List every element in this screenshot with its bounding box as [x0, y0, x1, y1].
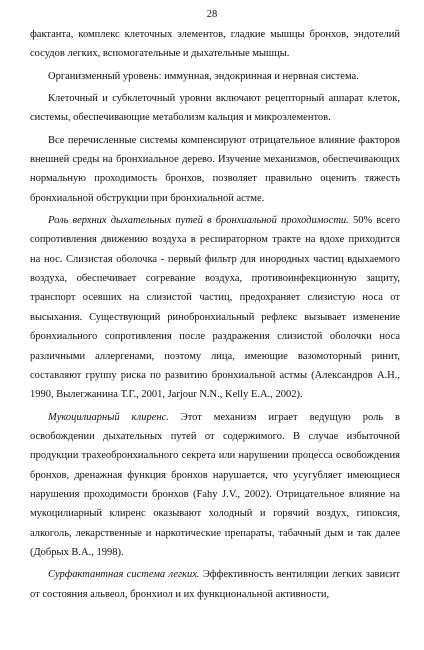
page-number: 28	[206, 9, 218, 20]
paragraph-text: 50% всего сопротивления движению воздуха в респираторном тракте на вдохе приходится на нос. Слизистая оболочка - первый фильтр для инородных частиц вдыхаемого воздуха, обеспечивает согревание воздуха, противоинфекционную защиту, транспорт осевших на слизистой частиц, предохраняет слизистую носа от высыхания. Существующий ринобронхиальный рефлекс вызывает изменение бронхиального сопротивления после раздражения слизистой оболочки носа различными аллергенами, поэтому лица, имеющие вазомоторный ринит, составляют группу риска по развитию бронхиальной астмы (Александров А.Н., 1990, Вылегжанина Т.Г., 2001, Jarjour N.N., Kelly E.A., 2002).	[30, 215, 400, 401]
document-body	[30, 25, 400, 604]
paragraph-continuation	[30, 25, 400, 64]
section-heading-surfactant-system: Сурфактантная система легких.	[48, 569, 200, 581]
paragraph-organism-level	[30, 67, 400, 86]
section-heading-mucociliary-clearance: Мукоцилиарный клиренс.	[48, 411, 169, 423]
paragraph-upper-airways	[30, 211, 400, 404]
section-heading-upper-airways: Роль верхних дыхательных путей в бронхиальной проходимости.	[48, 215, 349, 227]
paragraph-text: Клеточный и субклеточный уровни включают рецепторный аппарат клеток, системы, обеспечивающие метаболизм кальция и микроэлементов.	[30, 93, 400, 124]
paragraph-text: Все перечисленные системы компенсируют отрицательное влияние факторов внешней среды на бронхиальное дерево. Изучение механизмов, обеспечивающих нормальную проходимость бронхов, позволяет правильно оценить тяжесть бронхиальной обструкции при бронхиальной астме.	[30, 134, 400, 204]
paragraph-mucociliary-clearance	[30, 408, 400, 563]
paragraph-text: Эффективность вентиляции легких зависит от состояния альвеол, бронхиол и их функциональной активности,	[30, 569, 400, 600]
paragraph-compensation	[30, 131, 400, 208]
paragraph-text: фактанта, комплекс клеточных элементов, гладкие мышцы бронхов, эндотелий сосудов легких, вспомогательные и дыхательные мышцы.	[30, 29, 400, 60]
paragraph-text: Этот механизм играет ведущую роль в освобождении дыхательных путей от содержимого. В случае избыточной продукции трахеобронхиального секрета или нарушении процесса освобождения бронхов, дренажная функция бронхов нарушается, что усугубляет имеющиеся нарушения проходимости бронхов (Fahy J.V., 2002). Отрицательное влияние на мукоцилиарный клиренс оказывают холодный и горячий воздух, гипоксия, алкоголь, лекарственные и наркотические препараты, табачный дым и так далее (Добрых В.А., 1998).	[30, 411, 400, 558]
paragraph-surfactant-system	[30, 565, 400, 604]
paragraph-cellular-level	[30, 89, 400, 128]
paragraph-text: Организменный уровень: иммунная, эндокринная и нервная система.	[48, 70, 359, 82]
